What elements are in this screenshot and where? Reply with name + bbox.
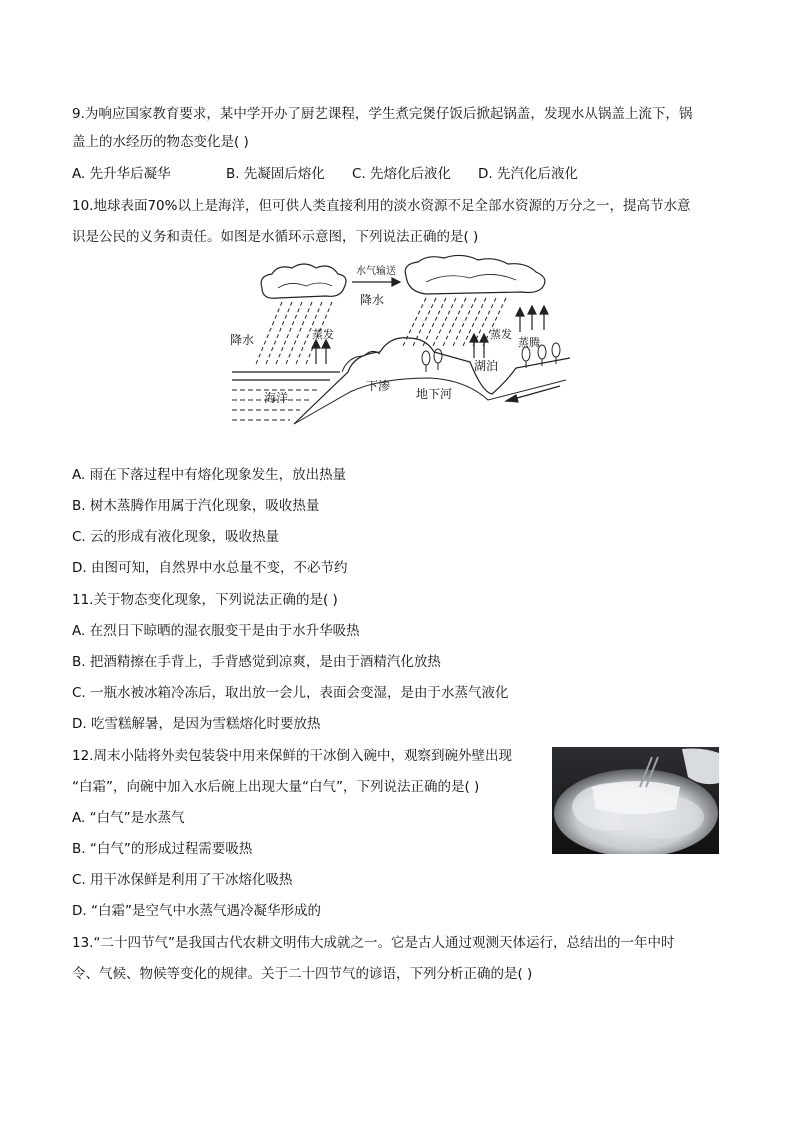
q11-option-c: C. 一瓶水被冰箱冷冻后，取出放一会儿，表面会变湿，是由于水蒸气液化 xyxy=(72,685,509,701)
q9-option-d: D. 先汽化后液化 xyxy=(478,166,578,182)
q9-option-c: C. 先熔化后液化 xyxy=(352,166,452,182)
q13-stem-line2: 令、气候、物候等变化的规律。关于二十四节气的谚语，下列分析正确的是( ) xyxy=(72,966,533,982)
q12-option-a: A. “白气”是水蒸气 xyxy=(72,810,185,826)
q9-stem-line1: 9.为响应国家教育要求，某中学开办了厨艺课程，学生煮完煲仔饭后掀起锅盖，发现水从锅盖上流下，锅 xyxy=(72,106,693,122)
q10-stem-line2: 识是公民的义务和责任。如图是水循环示意图，下列说法正确的是( ) xyxy=(72,229,479,245)
label-infiltrate: 下渗 xyxy=(366,379,391,393)
label-transpire: 蒸腾 xyxy=(518,336,540,349)
q12-stem-line1: 12.周末小陆将外卖包装袋中用来保鲜的干冰倒入碗中，观察到碗外壁出现 xyxy=(72,748,512,764)
label-evap-right: 蒸发 xyxy=(490,328,512,341)
q12-option-d: D. “白霜”是空气中水蒸气遇冷凝华形成的 xyxy=(72,903,321,919)
q10-option-c: C. 云的形成有液化现象，吸收热量 xyxy=(72,529,280,545)
label-underground: 地下河 xyxy=(416,387,453,401)
q10-option-d: D. 由图可知，自然界中水总量不变，不必节约 xyxy=(72,560,348,576)
q11-option-b: B. 把酒精擦在手背上，手背感觉到凉爽，是由于酒精汽化放热 xyxy=(72,654,441,670)
dry-ice-bowl-photo xyxy=(552,747,719,854)
label-lake: 湖泊 xyxy=(474,359,499,373)
q12-stem-line2: “白霜”，向碗中加入水后碗上出现大量“白气”，下列说法正确的是( ) xyxy=(72,779,480,795)
q11-stem-line1: 11.关于物态变化现象，下列说法正确的是( ) xyxy=(72,592,338,608)
label-rain-top: 降水 xyxy=(360,293,385,307)
q12-option-b: B. “白气”的形成过程需要吸热 xyxy=(72,841,253,857)
label-rain-left: 降水 xyxy=(230,333,255,347)
q9-stem-line2: 盖上的水经历的物态变化是( ) xyxy=(72,134,249,150)
q10-option-a: A. 雨在下落过程中有熔化现象发生，放出热量 xyxy=(72,467,347,483)
water-cycle-diagram xyxy=(230,252,570,427)
q10-option-b: B. 树木蒸腾作用属于汽化现象，吸收热量 xyxy=(72,498,320,514)
q11-option-d: D. 吃雪糕解暑，是因为雪糕熔化时要放热 xyxy=(72,716,321,732)
left-cloud xyxy=(261,264,346,298)
label-transport: 水气输送 xyxy=(356,266,396,277)
q9-option-a: A. 先升华后凝华 xyxy=(72,166,171,182)
q12-option-c: C. 用干冰保鲜是利用了干冰熔化吸热 xyxy=(72,872,293,888)
q10-stem-line1: 10.地球表面70%以上是海洋，但可供人类直接利用的淡水资源不足全部水资源的万分之一，提高节水意 xyxy=(72,198,691,214)
q9-option-b: B. 先凝固后熔化 xyxy=(226,166,325,182)
label-ocean: 海洋 xyxy=(264,391,289,405)
q11-option-a: A. 在烈日下晾晒的湿衣服变干是由于水升华吸热 xyxy=(72,623,360,639)
q13-stem-line1: 13.“二十四节气”是我国古代农耕文明伟大成就之一。它是古人通过观测天体运行，总结出的一年中时 xyxy=(72,935,675,951)
label-evap-left: 蒸发 xyxy=(312,328,334,341)
land-surface xyxy=(294,338,570,424)
right-cloud xyxy=(405,255,545,294)
